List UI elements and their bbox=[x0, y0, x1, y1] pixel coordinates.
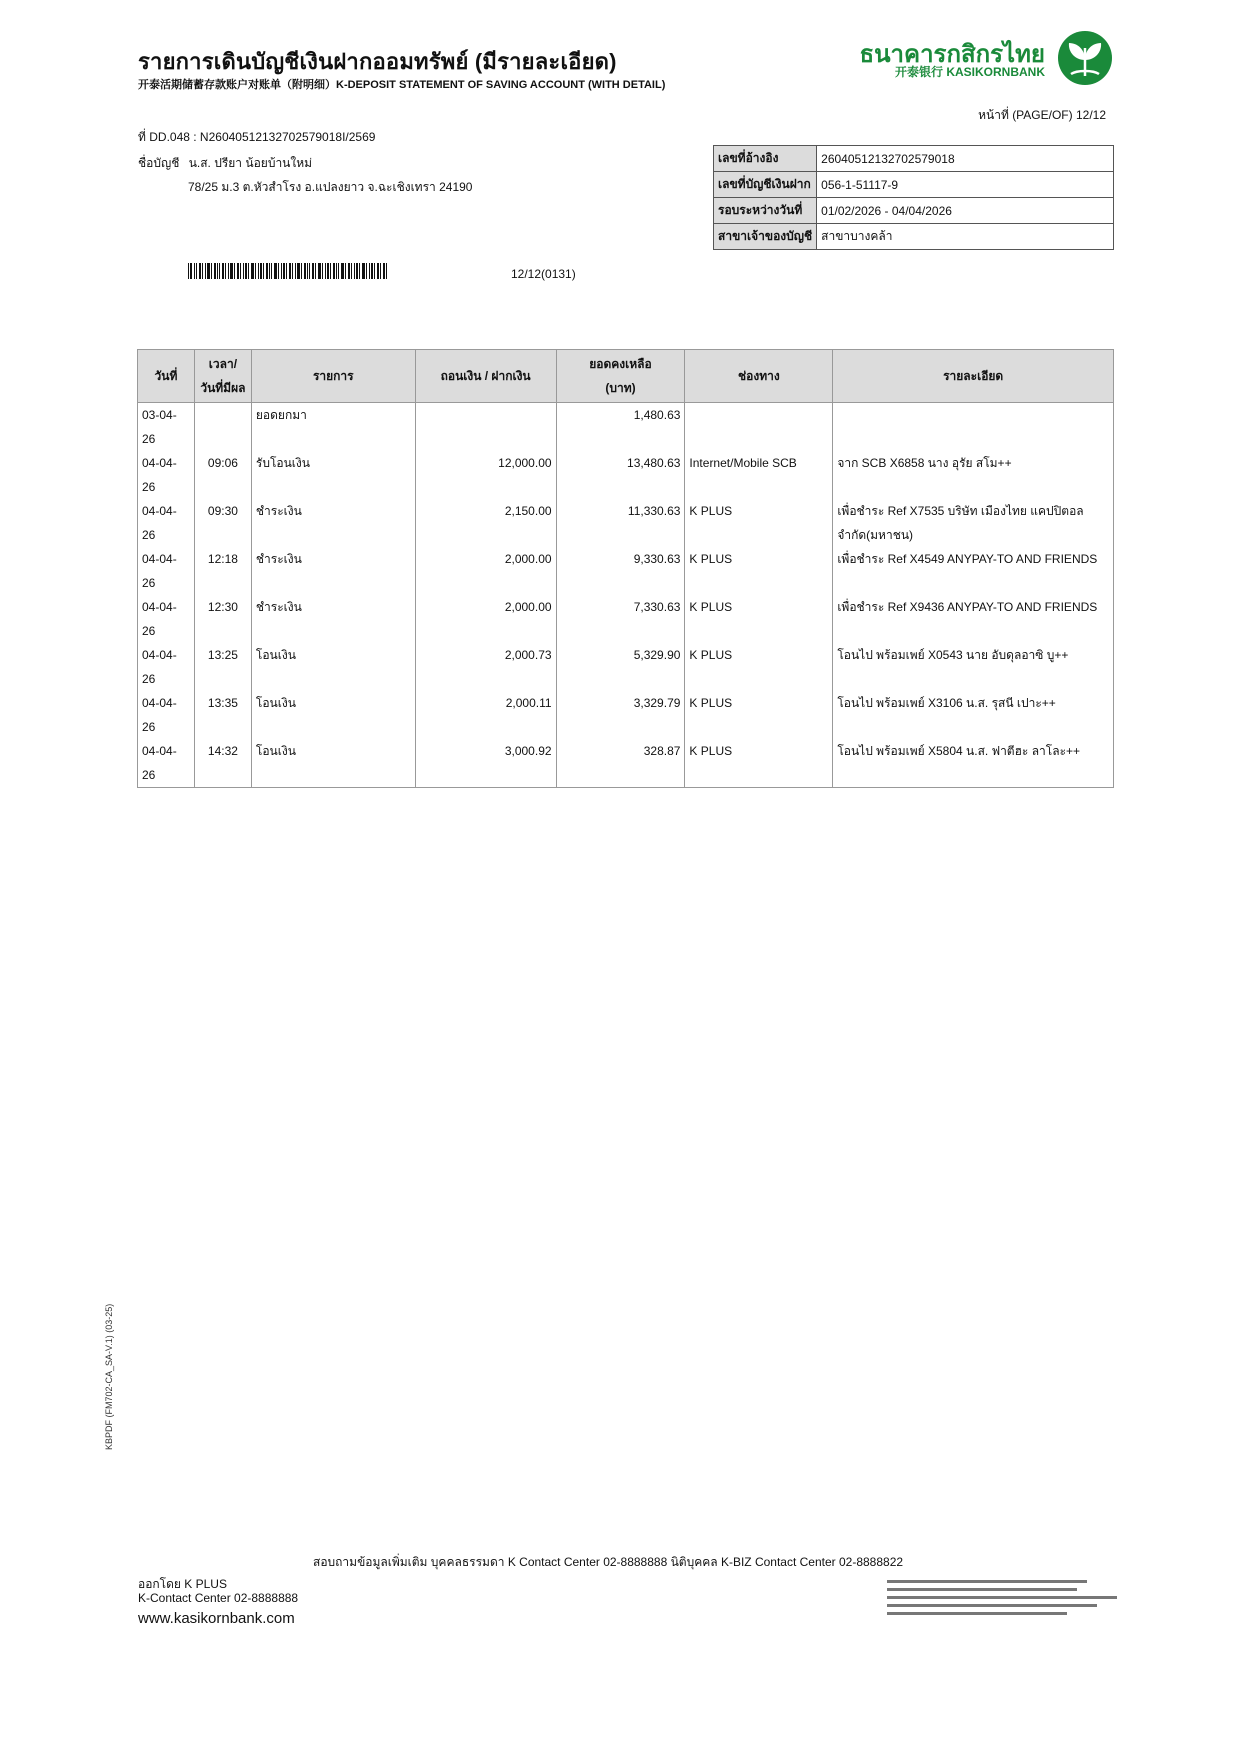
cell-item: ชำระเงิน bbox=[251, 595, 415, 643]
footer-contact-line: สอบถามข้อมูลเพิ่มเติม บุคคลธรรมดา K Contact Center 02-8888888 นิติบุคคล K-BIZ Contact Center 02-8888822 bbox=[313, 1555, 904, 1569]
cell-date: 04-04-26 bbox=[138, 499, 195, 547]
cell-time bbox=[194, 403, 251, 452]
info-row bbox=[714, 224, 1114, 250]
cell-detail bbox=[833, 403, 1114, 452]
account-name-label: ชื่อบัญชี bbox=[138, 156, 180, 170]
cell-balance: 3,329.79 bbox=[556, 691, 685, 739]
cell-balance: 5,329.90 bbox=[556, 643, 685, 691]
cell-date: 04-04-26 bbox=[138, 739, 195, 788]
account-info-box bbox=[713, 145, 1114, 250]
cell-channel: K PLUS bbox=[685, 595, 833, 643]
cell-detail: เพื่อชำระ Ref X7535 บริษัท เมืองไทย แคปปิตอล จำกัด(มหาชน) bbox=[833, 499, 1114, 547]
header-time bbox=[194, 350, 251, 403]
form-code: KBPDF (FM702-CA_SA-V.1) (03-25) bbox=[104, 1303, 114, 1450]
table-row bbox=[138, 739, 1114, 788]
info-value: สาขาบางคล้า bbox=[817, 224, 1114, 250]
cell-balance: 1,480.63 bbox=[556, 403, 685, 452]
cell-time: 09:30 bbox=[194, 499, 251, 547]
cell-date: 04-04-26 bbox=[138, 451, 195, 499]
cell-amount: 3,000.92 bbox=[415, 739, 556, 788]
info-row bbox=[714, 198, 1114, 224]
cell-item: โอนเงิน bbox=[251, 691, 415, 739]
cell-item: โอนเงิน bbox=[251, 739, 415, 788]
cell-detail: จาก SCB X6858 นาง อุรัย สโม++ bbox=[833, 451, 1114, 499]
cell-date: 04-04-26 bbox=[138, 547, 195, 595]
header-channel: ช่องทาง bbox=[685, 350, 833, 403]
info-value: 01/02/2026 - 04/04/2026 bbox=[817, 198, 1114, 224]
cell-amount: 2,150.00 bbox=[415, 499, 556, 547]
cell-item: โอนเงิน bbox=[251, 643, 415, 691]
document-subtitle: 开泰活期储蓄存款账户对账单（附明细）K-DEPOSIT STATEMENT OF SAVING ACCOUNT (WITH DETAIL) bbox=[138, 79, 666, 91]
info-value: 26040512132702579018 bbox=[817, 146, 1114, 172]
cell-channel: K PLUS bbox=[685, 691, 833, 739]
info-label: สาขาเจ้าของบัญชี bbox=[714, 224, 817, 250]
info-row bbox=[714, 146, 1114, 172]
table-row bbox=[138, 691, 1114, 739]
cell-item: รับโอนเงิน bbox=[251, 451, 415, 499]
cell-time: 12:18 bbox=[194, 547, 251, 595]
cell-time: 13:25 bbox=[194, 643, 251, 691]
document-title: รายการเดินบัญชีเงินฝากออมทรัพย์ (มีรายละเอียด) bbox=[138, 49, 617, 74]
cell-date: 03-04-26 bbox=[138, 403, 195, 452]
cell-channel: K PLUS bbox=[685, 643, 833, 691]
account-name: น.ส. ปรียา น้อยบ้านใหม่ bbox=[188, 156, 313, 170]
table-row bbox=[138, 547, 1114, 595]
cell-time: 13:35 bbox=[194, 691, 251, 739]
logo-english-text: 开泰银行 KASIKORNBANK bbox=[894, 65, 1045, 79]
table-header-row bbox=[138, 350, 1114, 403]
cell-balance: 328.87 bbox=[556, 739, 685, 788]
cell-balance: 11,330.63 bbox=[556, 499, 685, 547]
cell-time: 14:32 bbox=[194, 739, 251, 788]
cell-detail: โอนไป พร้อมเพย์ X3106 น.ส. รุสนี เปาะ++ bbox=[833, 691, 1114, 739]
cell-date: 04-04-26 bbox=[138, 691, 195, 739]
table-row bbox=[138, 403, 1114, 452]
cell-channel bbox=[685, 403, 833, 452]
logo-thai-text: ธนาคารกสิกรไทย bbox=[859, 41, 1045, 68]
header-balance bbox=[556, 350, 685, 403]
barcode-text: 12/12(0131) bbox=[511, 267, 576, 281]
cell-time: 12:30 bbox=[194, 595, 251, 643]
barcode-icon bbox=[188, 263, 388, 279]
cell-item: ยอดยกมา bbox=[251, 403, 415, 452]
cell-channel: Internet/Mobile SCB bbox=[685, 451, 833, 499]
cell-detail: โอนไป พร้อมเพย์ X0543 นาย อับดุลอาซิ บู++ bbox=[833, 643, 1114, 691]
kasikornbank-logo bbox=[859, 30, 1113, 84]
cell-channel: K PLUS bbox=[685, 547, 833, 595]
cell-amount: 2,000.73 bbox=[415, 643, 556, 691]
cell-detail: โอนไป พร้อมเพย์ X5804 น.ส. ฟาตีฮะ ลาโละ++ bbox=[833, 739, 1114, 788]
header-time-line1: เวลา/ bbox=[208, 357, 238, 371]
table-row bbox=[138, 643, 1114, 691]
account-name-line bbox=[138, 154, 312, 173]
cell-time: 09:06 bbox=[194, 451, 251, 499]
header-date: วันที่ bbox=[138, 350, 195, 403]
reference-line: ที่ DD.048 : N26040512132702579018I/2569 bbox=[138, 130, 376, 144]
info-value: 056-1-51117-9 bbox=[817, 172, 1114, 198]
header-time-line2: วันที่มีผล bbox=[200, 381, 246, 395]
cell-detail: เพื่อชำระ Ref X4549 ANYPAY-TO AND FRIENDS bbox=[833, 547, 1114, 595]
cell-detail: เพื่อชำระ Ref X9436 ANYPAY-TO AND FRIENDS bbox=[833, 595, 1114, 643]
page-number: หน้าที่ (PAGE/OF) 12/12 bbox=[978, 108, 1106, 122]
header-balance-line2: (บาท) bbox=[605, 381, 636, 395]
header-item: รายการ bbox=[251, 350, 415, 403]
account-address: 78/25 ม.3 ต.หัวสำโรง อ.แปลงยาว จ.ฉะเชิงเทรา 24190 bbox=[188, 180, 473, 194]
header-detail: รายละเอียด bbox=[833, 350, 1114, 403]
cell-item: ชำระเงิน bbox=[251, 499, 415, 547]
info-row bbox=[714, 172, 1114, 198]
table-row bbox=[138, 595, 1114, 643]
info-label: เลขที่บัญชีเงินฝาก bbox=[714, 172, 817, 198]
cell-amount: 2,000.00 bbox=[415, 547, 556, 595]
bank-address-fineprint bbox=[887, 1578, 1117, 1628]
table-row bbox=[138, 451, 1114, 499]
cell-balance: 7,330.63 bbox=[556, 595, 685, 643]
header-balance-line1: ยอดคงเหลือ bbox=[589, 357, 652, 371]
issued-contact: K-Contact Center 02-8888888 bbox=[138, 1591, 299, 1605]
cell-date: 04-04-26 bbox=[138, 595, 195, 643]
cell-amount: 12,000.00 bbox=[415, 451, 556, 499]
info-label: รอบระหว่างวันที่ bbox=[714, 198, 817, 224]
cell-balance: 9,330.63 bbox=[556, 547, 685, 595]
cell-amount bbox=[415, 403, 556, 452]
info-label: เลขที่อ้างอิง bbox=[714, 146, 817, 172]
table-row bbox=[138, 499, 1114, 547]
leaf-logo-icon bbox=[1057, 30, 1113, 86]
statement-table bbox=[137, 349, 1114, 788]
cell-amount: 2,000.00 bbox=[415, 595, 556, 643]
cell-amount: 2,000.11 bbox=[415, 691, 556, 739]
website-link[interactable]: www.kasikornbank.com bbox=[138, 1610, 295, 1627]
cell-date: 04-04-26 bbox=[138, 643, 195, 691]
issued-by-block bbox=[138, 1577, 298, 1605]
cell-channel: K PLUS bbox=[685, 499, 833, 547]
cell-channel: K PLUS bbox=[685, 739, 833, 788]
cell-balance: 13,480.63 bbox=[556, 451, 685, 499]
cell-item: ชำระเงิน bbox=[251, 547, 415, 595]
header-amount: ถอนเงิน / ฝากเงิน bbox=[415, 350, 556, 403]
issued-by: ออกโดย K PLUS bbox=[138, 1577, 227, 1591]
